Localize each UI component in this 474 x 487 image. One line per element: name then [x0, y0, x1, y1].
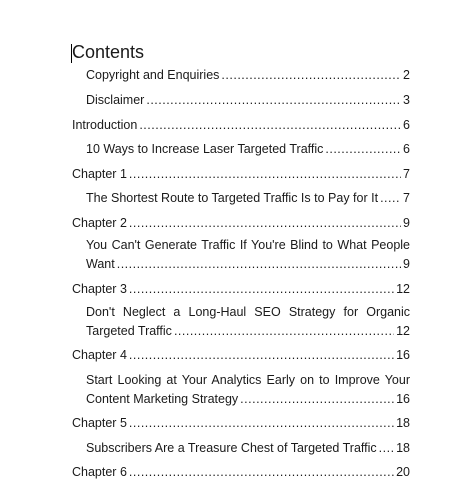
- toc-entry-chapter-6[interactable]: [72, 463, 410, 482]
- toc-entry-title-line2: Targeted Traffic: [86, 324, 172, 338]
- dot-leader: [221, 66, 401, 85]
- dot-leader: [380, 189, 401, 208]
- dot-leader: [146, 91, 401, 110]
- toc-entry-page: 20: [396, 465, 410, 479]
- toc-entry-page: 16: [396, 392, 410, 406]
- toc-entry-title-line1: You Can't Generate Traffic If You're Blind to What People: [86, 238, 410, 252]
- toc-entry-chapter-1[interactable]: [72, 165, 410, 184]
- toc-entry-disclaimer[interactable]: [86, 91, 410, 110]
- dot-leader: [129, 346, 394, 365]
- toc-entry-title: Chapter 4: [72, 348, 127, 362]
- dot-leader: [139, 116, 401, 135]
- toc-entry-blind-to-what-people-want[interactable]: [86, 236, 410, 274]
- toc-entry-title: Chapter 6: [72, 465, 127, 479]
- toc-entry-introduction[interactable]: [72, 116, 410, 135]
- toc-entry-title: Chapter 5: [72, 416, 127, 430]
- dot-leader: [129, 214, 401, 233]
- toc-entry-10-ways[interactable]: [86, 140, 410, 159]
- toc-entry-page: 12: [396, 282, 410, 296]
- toc-entry-page: 6: [403, 142, 410, 156]
- toc-entry-page: 7: [403, 191, 410, 205]
- toc-entry-title: Subscribers Are a Treasure Chest of Targeted Traffic: [86, 441, 377, 455]
- toc-entry-title: Introduction: [72, 118, 138, 132]
- toc-entry-page: 16: [396, 348, 410, 362]
- dot-leader: [129, 280, 394, 299]
- dot-leader: [129, 463, 394, 482]
- toc-entry-copyright[interactable]: [86, 66, 410, 85]
- toc-entry-shortest-route[interactable]: [86, 189, 410, 208]
- toc-entry-page: 9: [403, 216, 410, 230]
- toc-entry-title: The Shortest Route to Targeted Traffic Is to Pay for It: [86, 191, 379, 205]
- dot-leader: [174, 322, 394, 341]
- toc-entry-chapter-5[interactable]: [72, 414, 410, 433]
- toc-entry-title-line1: Start Looking at Your Analytics Early on to Improve Your: [86, 373, 410, 387]
- toc-entry-page: 18: [396, 416, 410, 430]
- toc-entry-page: 12: [396, 324, 410, 338]
- toc-entry-title: Chapter 1: [72, 167, 127, 181]
- toc-entry-page: 2: [403, 68, 410, 82]
- toc-entry-title-line1: Don't Neglect a Long-Haul SEO Strategy for Organic: [86, 305, 410, 319]
- toc-entry-seo-strategy[interactable]: [86, 303, 410, 341]
- toc-entry-subscribers[interactable]: [86, 439, 410, 458]
- toc-entry-title: 10 Ways to Increase Laser Targeted Traffic: [86, 142, 324, 156]
- toc-entry-page: 6: [403, 118, 410, 132]
- toc-entry-chapter-2[interactable]: [72, 214, 410, 233]
- toc-entry-title-line2: Want: [86, 257, 115, 271]
- toc-entry-page: 9: [403, 257, 410, 271]
- toc-entry-title: Chapter 3: [72, 282, 127, 296]
- dot-leader: [240, 390, 394, 409]
- toc-entry-page: 3: [403, 93, 410, 107]
- toc-entry-page: 18: [396, 441, 410, 455]
- dot-leader: [129, 165, 401, 184]
- toc-entry-chapter-3[interactable]: [72, 280, 410, 299]
- toc-entry-title-line2: Content Marketing Strategy: [86, 392, 239, 406]
- dot-leader: [379, 439, 394, 458]
- toc-entry-title: Copyright and Enquiries: [86, 68, 220, 82]
- dot-leader: [117, 255, 401, 274]
- toc-entry-chapter-4[interactable]: [72, 346, 410, 365]
- dot-leader: [325, 140, 401, 159]
- toc-entry-title: Chapter 2: [72, 216, 127, 230]
- toc-entry-page: 7: [403, 167, 410, 181]
- toc-entry-analytics[interactable]: [86, 371, 410, 409]
- toc-heading: Contents: [72, 42, 145, 62]
- toc-entry-title: Disclaimer: [86, 93, 145, 107]
- dot-leader: [129, 414, 394, 433]
